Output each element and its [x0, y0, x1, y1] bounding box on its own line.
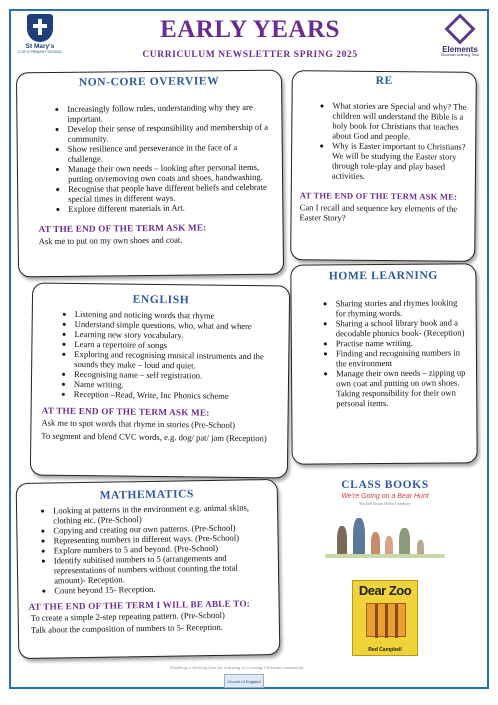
non-core-heading: NON-CORE OVERVIEW — [78, 75, 220, 89]
home-learning-list — [336, 297, 469, 408]
bear-hunt-title: We're Going on a Bear Hunt — [341, 493, 429, 500]
mathematics-heading: MATHEMATICS — [99, 488, 195, 502]
list-item: • Understand simple questions, who, what and where — [75, 319, 281, 332]
list-item: • Listening and noticing words that rhyme — [75, 309, 281, 322]
page-subtitle: CURRICULUM NEWSLETTER SPRING 2025 — [142, 50, 358, 60]
re-ask-text: Can I recall and sequence key elements of the Easter Story? — [299, 202, 458, 223]
bear-hunt-cover-image — [325, 510, 445, 558]
list-item: • Sharing stories and rhymes looking for rhyming words. — [336, 297, 468, 318]
non-core-box — [16, 70, 284, 278]
trust-logo-sub: Diocesan Learning Trust — [441, 53, 479, 57]
non-core-ask-heading: AT THE END OF THE TERM ASK ME: — [38, 222, 207, 235]
dear-zoo-author: Rod Campbell — [368, 647, 402, 653]
list-item: • Exploring and recognising musical instruments and the sounds they make – loud and quiet. — [74, 349, 280, 372]
english-box — [30, 282, 290, 478]
re-box — [290, 70, 477, 262]
mathematics-answer-1: To create a simple 2-step repeating pattern. (Pre-School) — [30, 609, 225, 623]
school-logo-sub: C OF E PRIMARY SCHOOL — [17, 49, 63, 54]
list-item: • Recognising name – self registration. — [74, 369, 280, 382]
list-item: • Looking at patterns in the environment e.g. animal skins, clothing etc. (Pre-School) — [53, 502, 269, 525]
non-core-ask-text: Ask me to put on my own shoes and coat. — [38, 234, 183, 247]
list-item: • Sharing a school library book and a decodable phonics book- (Reception) — [336, 317, 468, 338]
re-list — [332, 101, 468, 182]
english-list — [74, 309, 281, 402]
list-item: • Why is Easter important to Christians? We will be studying the Easter story through role-play and play based activities. — [332, 141, 467, 182]
english-answer-2: To segment and blend CVC words, e.g. dog/ pat/ jam (Reception) — [41, 430, 267, 444]
trust-logo — [430, 14, 490, 58]
list-item: • Learn a repertoire of songs — [74, 339, 280, 352]
school-crest-icon — [27, 14, 53, 42]
non-core-list — [67, 102, 272, 214]
list-item: • Count beyond 15- Reception. — [54, 582, 270, 595]
list-item: • Explore different materials in Art. — [68, 202, 272, 214]
list-item: • Identify subitised numbers to 5 (arrangements and representations of numbers without counting the total amount)- Reception. — [54, 552, 270, 585]
class-books-heading: CLASS BOOKS — [341, 479, 429, 491]
list-item: • What stories are Special and why? The children will understand the Bible is a holy book for Christians that teaches about God and people. — [332, 101, 467, 142]
re-ask-heading: AT THE END OF THE TERM ASK ME: — [299, 190, 458, 202]
list-item: • Name writing. — [74, 379, 280, 392]
mathematics-box — [16, 479, 281, 659]
class-books-box — [293, 468, 477, 655]
crate-icon — [366, 603, 406, 637]
mathematics-answer-2: Talk about the composition of numbers to 5- Reception. — [30, 621, 224, 635]
list-item: • Explore numbers to 5 and beyond. (Pre-School) — [54, 542, 270, 555]
page-title: EARLY YEARS — [160, 16, 340, 43]
list-item: • Reception –Read, Write, Inc Phonics scheme — [74, 389, 280, 402]
trust-logo-name: Elements — [442, 45, 478, 54]
trust-diamond-icon — [444, 13, 475, 44]
list-item: • Show resilience and perseverance in the face of a challenge. — [68, 142, 272, 164]
mathematics-ask-heading: AT THE END OF THE TERM I WILL BE ABLE TO: — [28, 598, 251, 612]
english-answer-1: Ask me to spot words that rhyme in stories (Pre-School) — [41, 417, 236, 430]
list-item: • Manage their own needs – zipping up own coat and putting on own shoes. Taking responsibility for their own personal items. — [336, 367, 468, 408]
home-learning-box — [290, 263, 477, 464]
list-item: • Practise name writing. — [336, 337, 468, 348]
dear-zoo-title: Dear Zoo — [358, 583, 412, 598]
re-heading: RE — [375, 74, 393, 88]
list-item: • Increasingly follow rules, understanding why they are important. — [67, 102, 271, 124]
dear-zoo-cover-image — [352, 580, 418, 656]
school-logo-name: St Mary's — [25, 43, 55, 50]
footer-motto: Enabling a thriving love for learning in a caring Christian community. — [170, 665, 305, 670]
list-item: • Representing numbers in different ways. (Pre-School) — [53, 532, 269, 545]
list-item: • Learning new story vocabulary. — [75, 329, 281, 342]
mathematics-list — [53, 502, 270, 595]
list-item: • Manage their own needs – looking after personal items, putting on/removing own coats and shoes, handwashing. — [68, 162, 272, 184]
bear-hunt-authors: Michael Rosen Helen Oxenbury — [359, 501, 411, 506]
list-item: • Recognise that people have different beliefs and celebrate special times in different ways. — [68, 182, 272, 204]
list-item: • Finding and recognising numbers in the environment — [336, 347, 468, 368]
home-learning-heading: HOME LEARNING — [328, 269, 438, 283]
school-logo — [14, 14, 66, 54]
list-item: • Develop their sense of responsibility and membership of a community. — [67, 122, 271, 144]
list-item: • Copying and creating our own patterns. (Pre-School) — [53, 522, 269, 535]
english-ask-heading: AT THE END OF THE TERM ASK ME: — [41, 405, 210, 418]
footer-logo: Church of England — [224, 674, 264, 688]
english-heading: ENGLISH — [132, 293, 190, 307]
